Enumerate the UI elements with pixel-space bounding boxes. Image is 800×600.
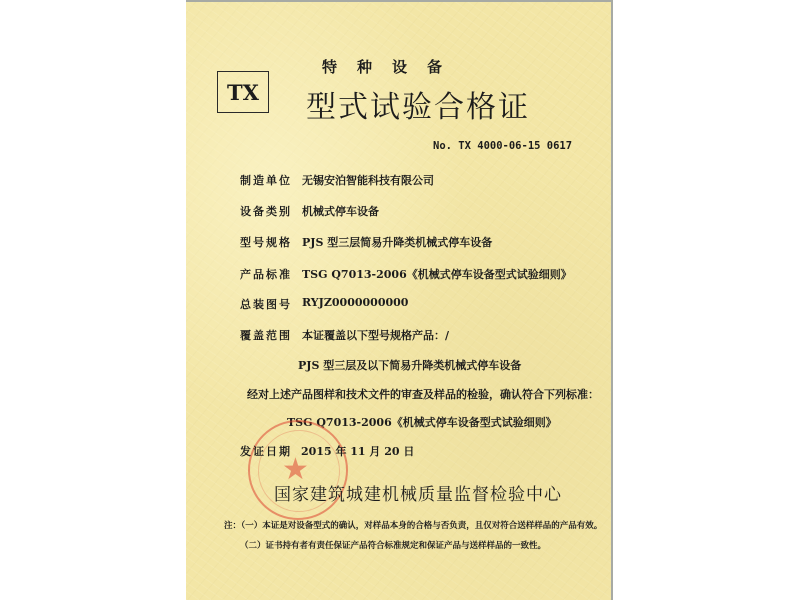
note-2: （二）证书持有者有责任保证产品符合标准规定和保证产品与送样样品的一致性。	[240, 541, 547, 551]
field-value-manufacturer: 无锡安泊智能科技有限公司	[302, 174, 434, 187]
field-label-assembly-drawing-no: 总装图号	[240, 298, 292, 311]
certificate-subtitle: 特种设备	[322, 58, 463, 76]
certificate-number: No. TX 4000-06-15 0617	[433, 140, 573, 152]
field-value-assembly-drawing-no: RYJZ0000000000	[302, 296, 409, 309]
conformity-statement: 经对上述产品图样和技术文件的审查及样品的检验，确认符合下列标准：	[247, 388, 599, 401]
conformity-standard: TSG Q7013-2006《机械式停车设备型式试验细则》	[287, 416, 557, 429]
field-value-equipment-category: 机械式停车设备	[302, 205, 379, 218]
note-1: 注：（一）本证是对设备型式的确认，对样品本身的合格与否负责，且仅对符合送样样品的产品有效。	[224, 521, 603, 531]
certificate-title: 型式试验合格证	[306, 90, 530, 125]
type-code: TX	[227, 79, 259, 105]
official-seal	[248, 420, 348, 520]
field-label-manufacturer: 制造单位	[240, 174, 292, 187]
field-label-coverage: 覆盖范围	[240, 329, 292, 342]
field-label-product-standard: 产品标准	[240, 268, 292, 281]
field-label-equipment-category: 设备类别	[240, 205, 292, 218]
field-value-model-spec: PJS 型三层简易升降类机械式停车设备	[302, 236, 493, 249]
issue-date-label: 发证日期	[240, 445, 292, 458]
type-code-box	[217, 71, 269, 113]
field-value-coverage: 本证覆盖以下型号规格产品：/	[302, 329, 450, 342]
issue-date: 2015 年 11 月 20 日	[301, 445, 415, 458]
coverage-product: PJS 型三层及以下简易升降类机械式停车设备	[298, 359, 522, 372]
field-label-model-spec: 型号规格	[240, 236, 292, 249]
field-value-product-standard: TSG Q7013-2006《机械式停车设备型式试验细则》	[302, 268, 572, 281]
issuing-organization: 国家建筑城建机械质量监督检验中心	[274, 485, 562, 505]
seal-star-icon: ★	[282, 452, 309, 487]
